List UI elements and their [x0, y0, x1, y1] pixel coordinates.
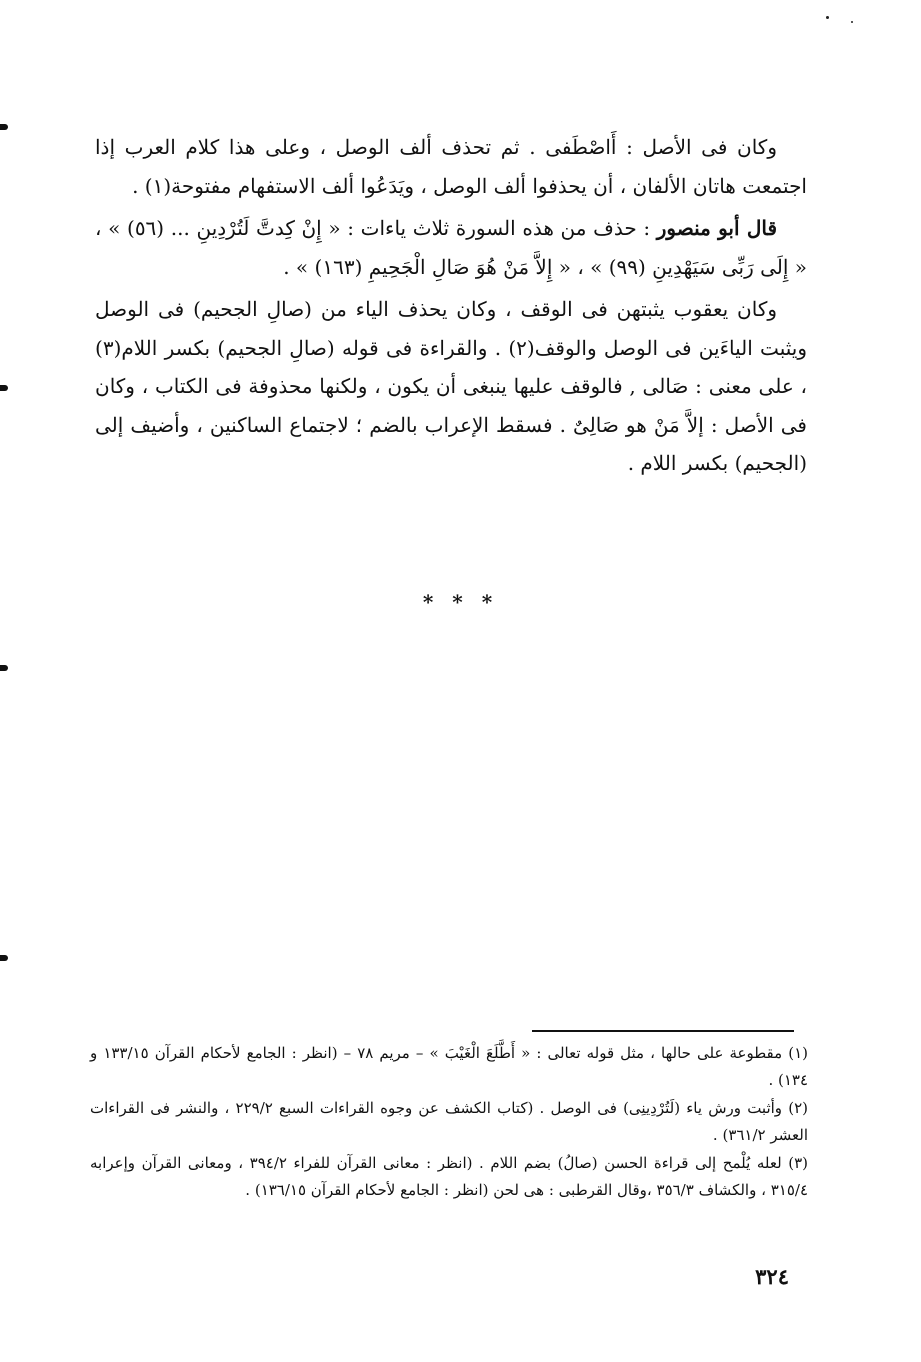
- footnotes: [90, 1040, 808, 1205]
- paragraph-text: وكان يعقوب يثبتهن فى الوقف ، وكان يحذف الياء من (صالِ الجحيم) فى الوصل ويثبت الياءَين فى الوصل والوقف(٢) . والقراءة فى قوله (صالِ الجحيم) بكسر اللام(٣) ، على معنى : صَالى , فالوقف عليها ينبغى أن يكون ، ولكنها محذوفة فى الكتاب ، وكان فى الأصل : إلاَّ مَنْ هو صَالِىٌ . فسقط الإعراب بالضم ؛ لاجتماع الساكنين ، وأضيف إلى (الجحيم) بكسر اللام .: [95, 297, 807, 475]
- binding-edge-mark: [0, 665, 8, 671]
- scan-speck: [851, 21, 853, 23]
- binding-edge-mark: [0, 955, 8, 961]
- paragraph: [95, 128, 807, 205]
- section-separator: * * *: [422, 590, 499, 614]
- footnote: (١) مقطوعة على حالها ، مثل قوله تعالى : « أَطَّلَعَ الْغَيْبَ » – مريم ٧٨ – (انظر : الجامع لأحكام القرآن ١٣٣/١٥ و ١٣٤) .: [90, 1044, 809, 1089]
- paragraph-text: وكان فى الأصل : أَاصْطَفى . ثم تحذف ألف الوصل ، وعلى هذا كلام العرب إذا اجتمعت هاتان الألفان ، أن يحذفوا ألف الوصل ، ويَدَعُوا ألف الاستفهام مفتوحة(١) .: [95, 135, 807, 198]
- scan-speck: [826, 16, 829, 19]
- binding-edge-mark: [0, 385, 8, 391]
- footnote: (٢) وأثبت ورش ياء (لَتُرْدِينِى) فى الوصل . (كتاب الكشف عن وجوه القراءات السبع ٢٢٩/٢ ، والنشر فى القراءات العشر ٣٦١/٢) .: [90, 1099, 808, 1144]
- paragraph: [95, 209, 807, 286]
- footnote-rule: [532, 1030, 794, 1032]
- paragraph: [95, 290, 807, 483]
- main-text: [95, 128, 807, 483]
- paragraph-lead: قال أبو منصور: [656, 216, 778, 240]
- paragraph-text: : حذف من هذه السورة ثلاث ياءات : « إِنْ كِدتَّ لَتُرْدِينِ ... (٥٦) » ، « إِلَى رَبِّى سَيَهْدِينِ (٩٩) » ، « إِلاَّ مَنْ هُوَ صَالِ الْجَحِيمِ (١٦٣) » .: [95, 216, 807, 279]
- binding-edge-mark: [0, 124, 8, 130]
- footnote: (٣) لعله يُلْمح إلى قراءة الحسن (صالُ) بضم اللام . (انظر : معانى القرآن للفراء ٣٩٤/٢ ، ومعانى القرآن وإعرابه ٣١٥/٤ ، والكشاف ٣٥٦/٣ ،وقال القرطبى : هى لحن (انظر : الجامع لأحكام القرآن ١٣٦/١٥) .: [90, 1154, 808, 1199]
- page-number: ٣٢٤: [755, 1264, 789, 1289]
